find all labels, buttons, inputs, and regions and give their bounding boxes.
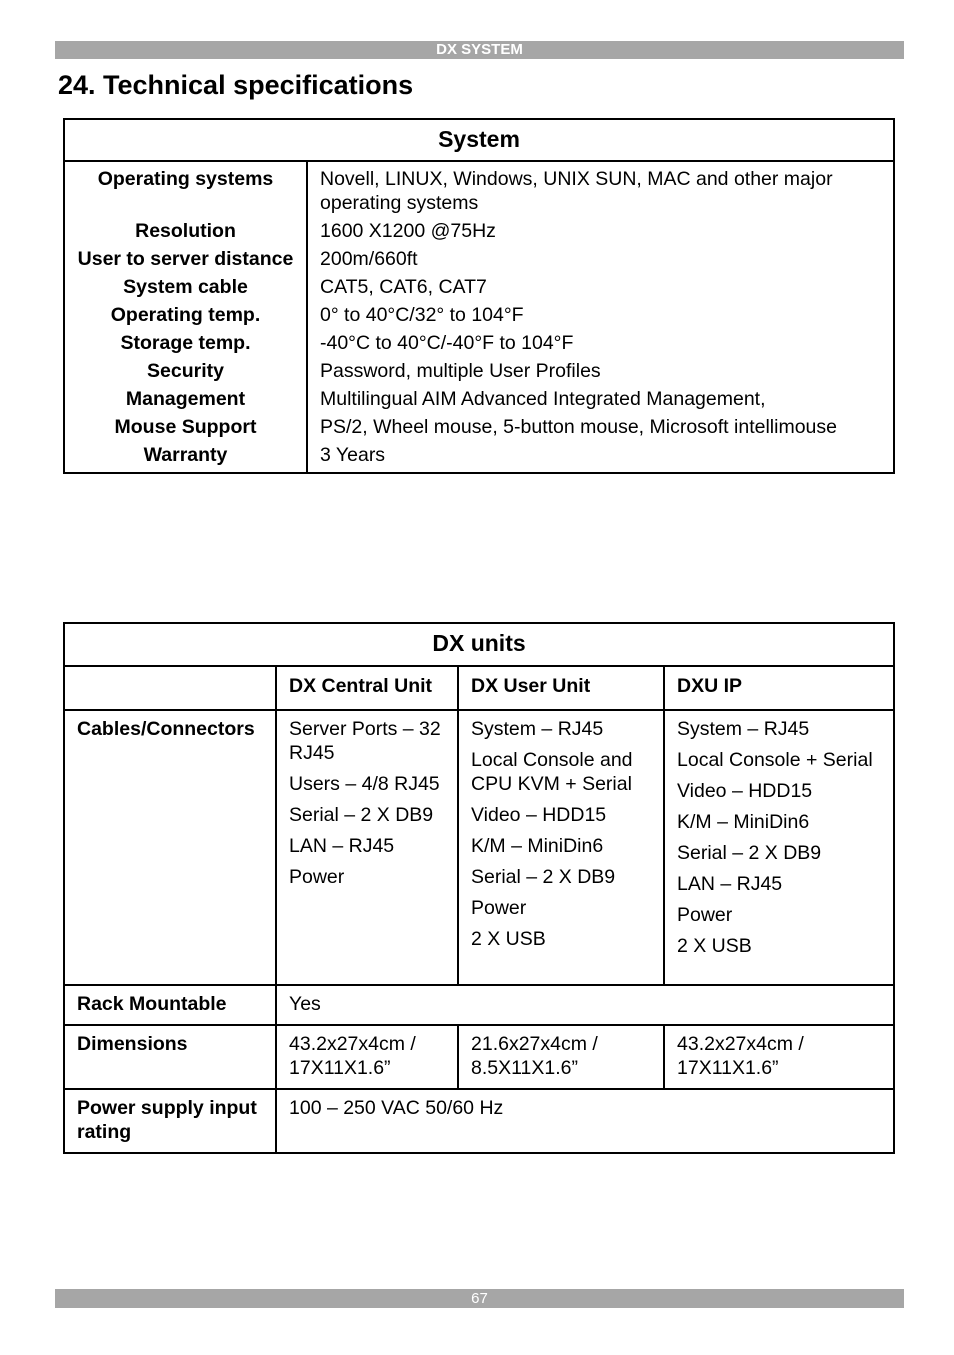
column-header: DX User Unit xyxy=(458,666,664,710)
dx-units-table xyxy=(63,622,895,1154)
spec-value: 3 Years xyxy=(307,440,894,473)
spec-value: Multilingual AIM Advanced Integrated Management, xyxy=(307,384,894,412)
page-number: 67 xyxy=(471,1290,488,1307)
table-row xyxy=(64,710,894,985)
footer-bar xyxy=(55,1289,904,1308)
table-row xyxy=(64,244,894,272)
list-item: 2 X USB xyxy=(677,935,752,957)
table-row xyxy=(64,985,894,1025)
list-item: Video – HDD15 xyxy=(471,804,607,826)
list-item: LAN – RJ45 xyxy=(677,873,783,895)
spec-label: Storage temp. xyxy=(64,328,307,356)
row-label: Dimensions xyxy=(64,1025,276,1089)
spec-value: CAT5, CAT6, CAT7 xyxy=(307,272,894,300)
table-row xyxy=(64,356,894,384)
user-connectors-cell xyxy=(458,710,664,985)
list-item: LAN – RJ45 xyxy=(289,835,395,857)
spec-label: Resolution xyxy=(64,216,307,244)
dimensions-user: 21.6x27x4cm / 8.5X11X1.6” xyxy=(458,1025,664,1089)
table-row xyxy=(64,384,894,412)
list-item: System – RJ45 xyxy=(677,718,810,740)
system-table-title: System xyxy=(64,119,894,161)
list-item: Power xyxy=(289,866,345,888)
spec-value: 1600 X1200 @75Hz xyxy=(307,216,894,244)
system-spec-table xyxy=(63,118,895,474)
list-item: Serial – 2 X DB9 xyxy=(289,804,434,826)
ip-connectors-cell xyxy=(664,710,894,985)
header-bar xyxy=(55,41,904,59)
table-row xyxy=(64,440,894,473)
column-header: DX Central Unit xyxy=(276,666,458,710)
list-item: Power xyxy=(471,897,527,919)
table-row xyxy=(64,272,894,300)
list-item: K/M – MiniDin6 xyxy=(471,835,604,857)
spec-label: Security xyxy=(64,356,307,384)
list-item: Local Console and CPU KVM + Serial xyxy=(471,749,633,795)
table-row xyxy=(64,1025,894,1089)
list-item: Power xyxy=(677,904,733,926)
list-item: Users – 4/8 RJ45 xyxy=(289,773,440,795)
table-row xyxy=(64,300,894,328)
table-header-row xyxy=(64,666,894,710)
table-row xyxy=(64,1089,894,1153)
spec-value: 200m/660ft xyxy=(307,244,894,272)
empty-header-cell xyxy=(64,666,276,710)
spec-label: Operating systems xyxy=(64,161,307,216)
list-item: K/M – MiniDin6 xyxy=(677,811,810,833)
list-item: Local Console + Serial xyxy=(677,749,873,771)
spec-value: Novell, LINUX, Windows, UNIX SUN, MAC and other major operating systems xyxy=(307,161,894,216)
dimensions-ip: 43.2x27x4cm / 17X11X1.6” xyxy=(664,1025,894,1089)
list-item: Server Ports – 32 RJ45 xyxy=(289,718,441,764)
spec-label: Management xyxy=(64,384,307,412)
table-row xyxy=(64,216,894,244)
spec-label: Warranty xyxy=(64,440,307,473)
spec-value: Password, multiple User Profiles xyxy=(307,356,894,384)
spec-value: 0° to 40°C/32° to 104°F xyxy=(307,300,894,328)
spec-label: System cable xyxy=(64,272,307,300)
list-item: Serial – 2 X DB9 xyxy=(677,842,822,864)
central-connectors-cell xyxy=(276,710,458,985)
header-title: DX SYSTEM xyxy=(436,41,523,58)
list-item: Video – HDD15 xyxy=(677,780,813,802)
spec-label: Mouse Support xyxy=(64,412,307,440)
rack-value: Yes xyxy=(276,985,894,1025)
dimensions-central: 43.2x27x4cm / 17X11X1.6” xyxy=(276,1025,458,1089)
spec-value: PS/2, Wheel mouse, 5-button mouse, Microsoft intellimouse xyxy=(307,412,894,440)
spec-value: -40°C to 40°C/-40°F to 104°F xyxy=(307,328,894,356)
power-value: 100 – 250 VAC 50/60 Hz xyxy=(276,1089,894,1153)
row-label: Rack Mountable xyxy=(64,985,276,1025)
list-item: System – RJ45 xyxy=(471,718,604,740)
page-title: 24. Technical specifications xyxy=(58,70,414,100)
list-item: 2 X USB xyxy=(471,928,546,950)
list-item: Serial – 2 X DB9 xyxy=(471,866,616,888)
spec-label: Operating temp. xyxy=(64,300,307,328)
dx-table-title: DX units xyxy=(64,623,894,666)
table-row xyxy=(64,412,894,440)
table-row xyxy=(64,161,894,216)
spec-label: User to server distance xyxy=(64,244,307,272)
column-header: DXU IP xyxy=(664,666,894,710)
table-row xyxy=(64,328,894,356)
row-label: Power supply input rating xyxy=(64,1089,276,1153)
row-label: Cables/Connectors xyxy=(64,710,276,985)
